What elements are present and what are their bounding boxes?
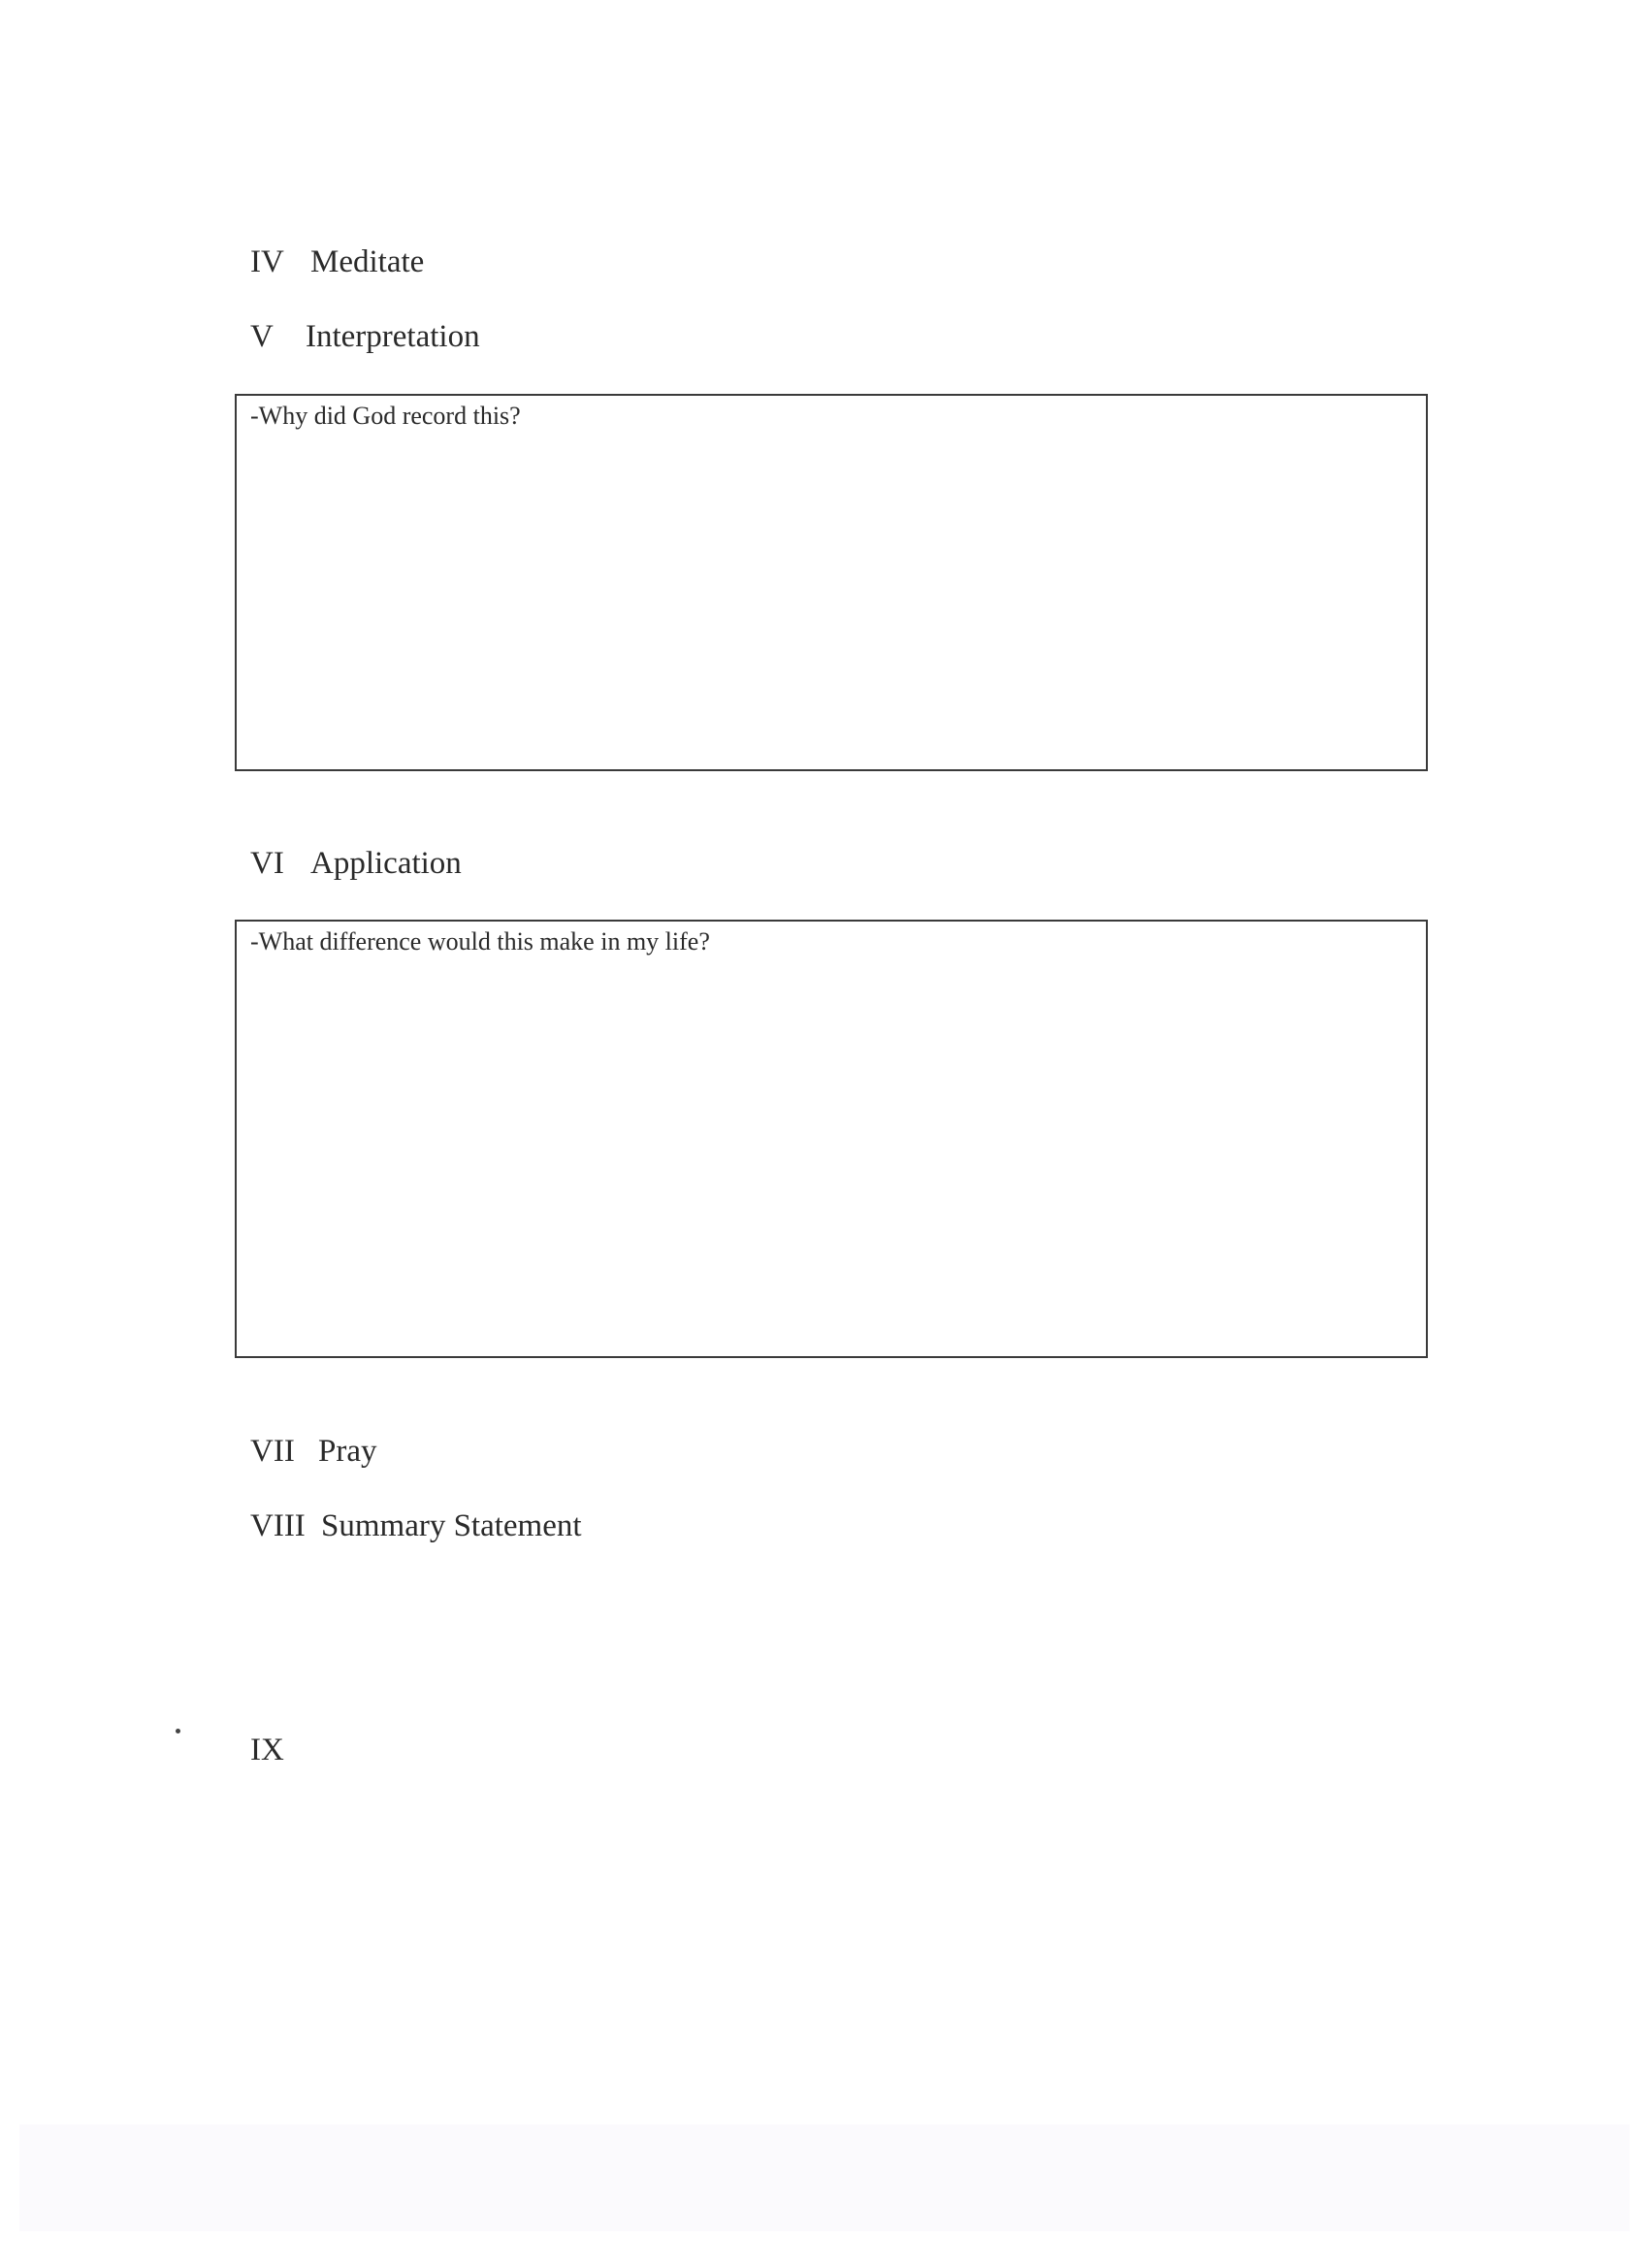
- heading-title: Pray: [318, 1434, 377, 1469]
- heading-number: VIII: [250, 1508, 306, 1543]
- heading-number: VII: [250, 1434, 295, 1469]
- heading-title: Summary Statement: [321, 1508, 582, 1543]
- heading-meditate: [250, 243, 424, 281]
- application-answer-box[interactable]: [235, 920, 1428, 1358]
- heading-pray: [250, 1432, 377, 1471]
- heading-summary-statement: [250, 1507, 582, 1545]
- heading-number: V: [250, 319, 274, 354]
- heading-title: Application: [310, 846, 462, 881]
- heading-number: IX: [250, 1733, 284, 1767]
- heading-application: [250, 844, 462, 883]
- interpretation-prompt: -Why did God record this?: [250, 402, 521, 430]
- heading-number: IV: [250, 244, 284, 279]
- scan-artifact-band: [19, 2124, 1630, 2231]
- application-prompt: -What difference would this make in my life?: [250, 927, 710, 956]
- heading-title: Meditate: [310, 244, 425, 279]
- scan-speck: [176, 1729, 180, 1733]
- heading-title: Interpretation: [306, 319, 480, 354]
- heading-number: VI: [250, 846, 284, 881]
- heading-ix: [250, 1731, 284, 1769]
- heading-interpretation: [250, 317, 480, 356]
- interpretation-answer-box[interactable]: [235, 394, 1428, 771]
